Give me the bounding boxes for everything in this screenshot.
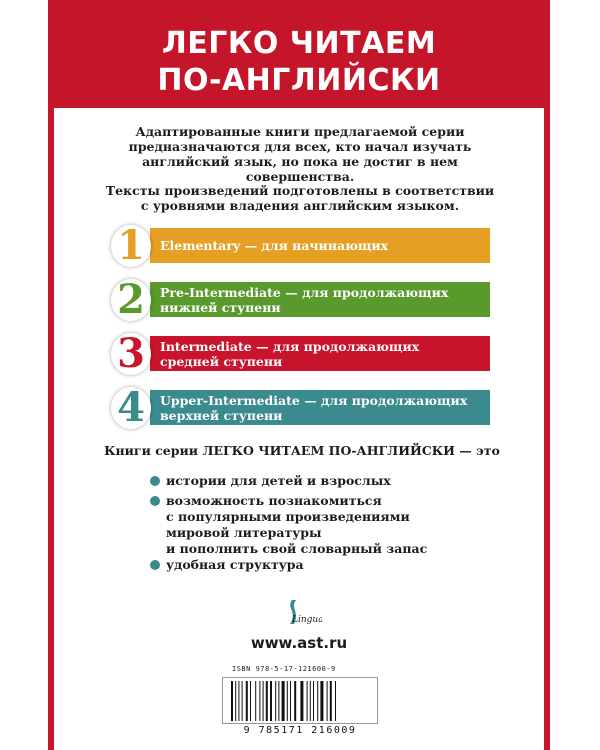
level-label: Upper-Intermediate — для продолжающих [160, 392, 468, 408]
barcode-bar [255, 681, 256, 721]
level-1-bar [150, 228, 490, 263]
barcode-bar [259, 681, 260, 721]
bullet-dot-icon [150, 476, 160, 486]
bullet-dot-icon [150, 496, 160, 506]
barcode-bar [263, 681, 264, 721]
barcode-bar [330, 681, 332, 721]
barcode-bar [238, 681, 239, 721]
barcode-bar [327, 681, 328, 721]
barcode-bar [282, 681, 285, 721]
barcode-bar [250, 681, 251, 721]
level-label: средней ступени [160, 353, 283, 369]
level-label: Pre-Intermediate — для продолжающих [160, 284, 449, 300]
level-label: Intermediate — для продолжающих [160, 338, 420, 354]
level-3-number: 3 [111, 333, 151, 375]
lingua-logo-text: Lingua [292, 615, 322, 625]
level-2-bar [150, 282, 490, 317]
barcode-bar [278, 681, 279, 721]
barcode-bars [223, 678, 377, 723]
bullet-line: истории для детей и взрослых [166, 473, 391, 488]
barcode-bar [231, 681, 233, 721]
barcode-bar [270, 681, 272, 721]
barcode-bar [310, 681, 311, 721]
bullet-item-3 [166, 557, 304, 573]
intro-line: с уровнями владения английским языком. [140, 198, 460, 213]
barcode-bar [294, 681, 296, 721]
barcode-bar [290, 681, 291, 721]
level-4-number: 4 [111, 387, 151, 429]
level-2-number: 2 [111, 279, 151, 321]
barcode-bar [235, 681, 236, 721]
barcode-bar [317, 681, 318, 721]
intro-line: английский язык, но пока не достиг в нем [142, 154, 458, 169]
intro-line: совершенства. [245, 169, 355, 184]
intro-line: предназначаются для всех, кто начал изучать [128, 139, 472, 154]
intro-line: Адаптированные книги предлагаемой серии [135, 124, 465, 139]
bullet-line: мировой литературы [166, 525, 322, 540]
barcode-bar [287, 681, 288, 721]
intro-paragraph-1 [100, 124, 500, 184]
lingua-logo-icon [278, 598, 322, 628]
barcode-bar [246, 681, 248, 721]
barcode-bar [307, 681, 308, 721]
barcode [222, 677, 378, 724]
barcode-bar [266, 681, 268, 721]
intro-paragraph-2 [100, 183, 500, 213]
bullet-line: возможность познакомиться [166, 493, 382, 508]
level-3-bar [150, 336, 490, 371]
level-label: Elementary — для начинающих [160, 238, 389, 253]
barcode-bar [313, 681, 314, 721]
publisher-website: www.ast.ru [250, 634, 348, 652]
series-title-line-1: ЛЕГКО ЧИТАЕМ [161, 26, 437, 61]
intro-line: Тексты произведений подготовлены в соответствии [105, 183, 495, 198]
bullet-dot-icon [150, 560, 160, 570]
series-title-line-2: ПО-АНГЛИЙСКИ [157, 63, 441, 98]
barcode-bar [335, 681, 336, 721]
barcode-bar [320, 681, 323, 721]
barcode-bar [300, 681, 303, 721]
level-label: верхней ступени [160, 407, 283, 423]
bullet-line: и пополнить свой словарный запас [166, 541, 428, 556]
bullet-item-1 [166, 473, 391, 489]
level-4-bar [150, 390, 490, 425]
series-lead-text: Книги серии ЛЕГКО ЧИТАЕМ ПО-АНГЛИЙСКИ — это [104, 443, 500, 458]
level-label: нижней ступени [160, 299, 281, 315]
barcode-bar [242, 681, 243, 721]
isbn-text: ISBN 978-5-17-121600-9 [232, 665, 336, 673]
barcode-bar [275, 681, 276, 721]
bullet-line: удобная структура [166, 557, 304, 572]
bullet-line: с популярными произведениями [166, 509, 410, 524]
barcode-digits: 9 785171 216009 [243, 725, 357, 736]
bullet-item-2 [166, 493, 427, 557]
level-1-number: 1 [111, 225, 151, 267]
